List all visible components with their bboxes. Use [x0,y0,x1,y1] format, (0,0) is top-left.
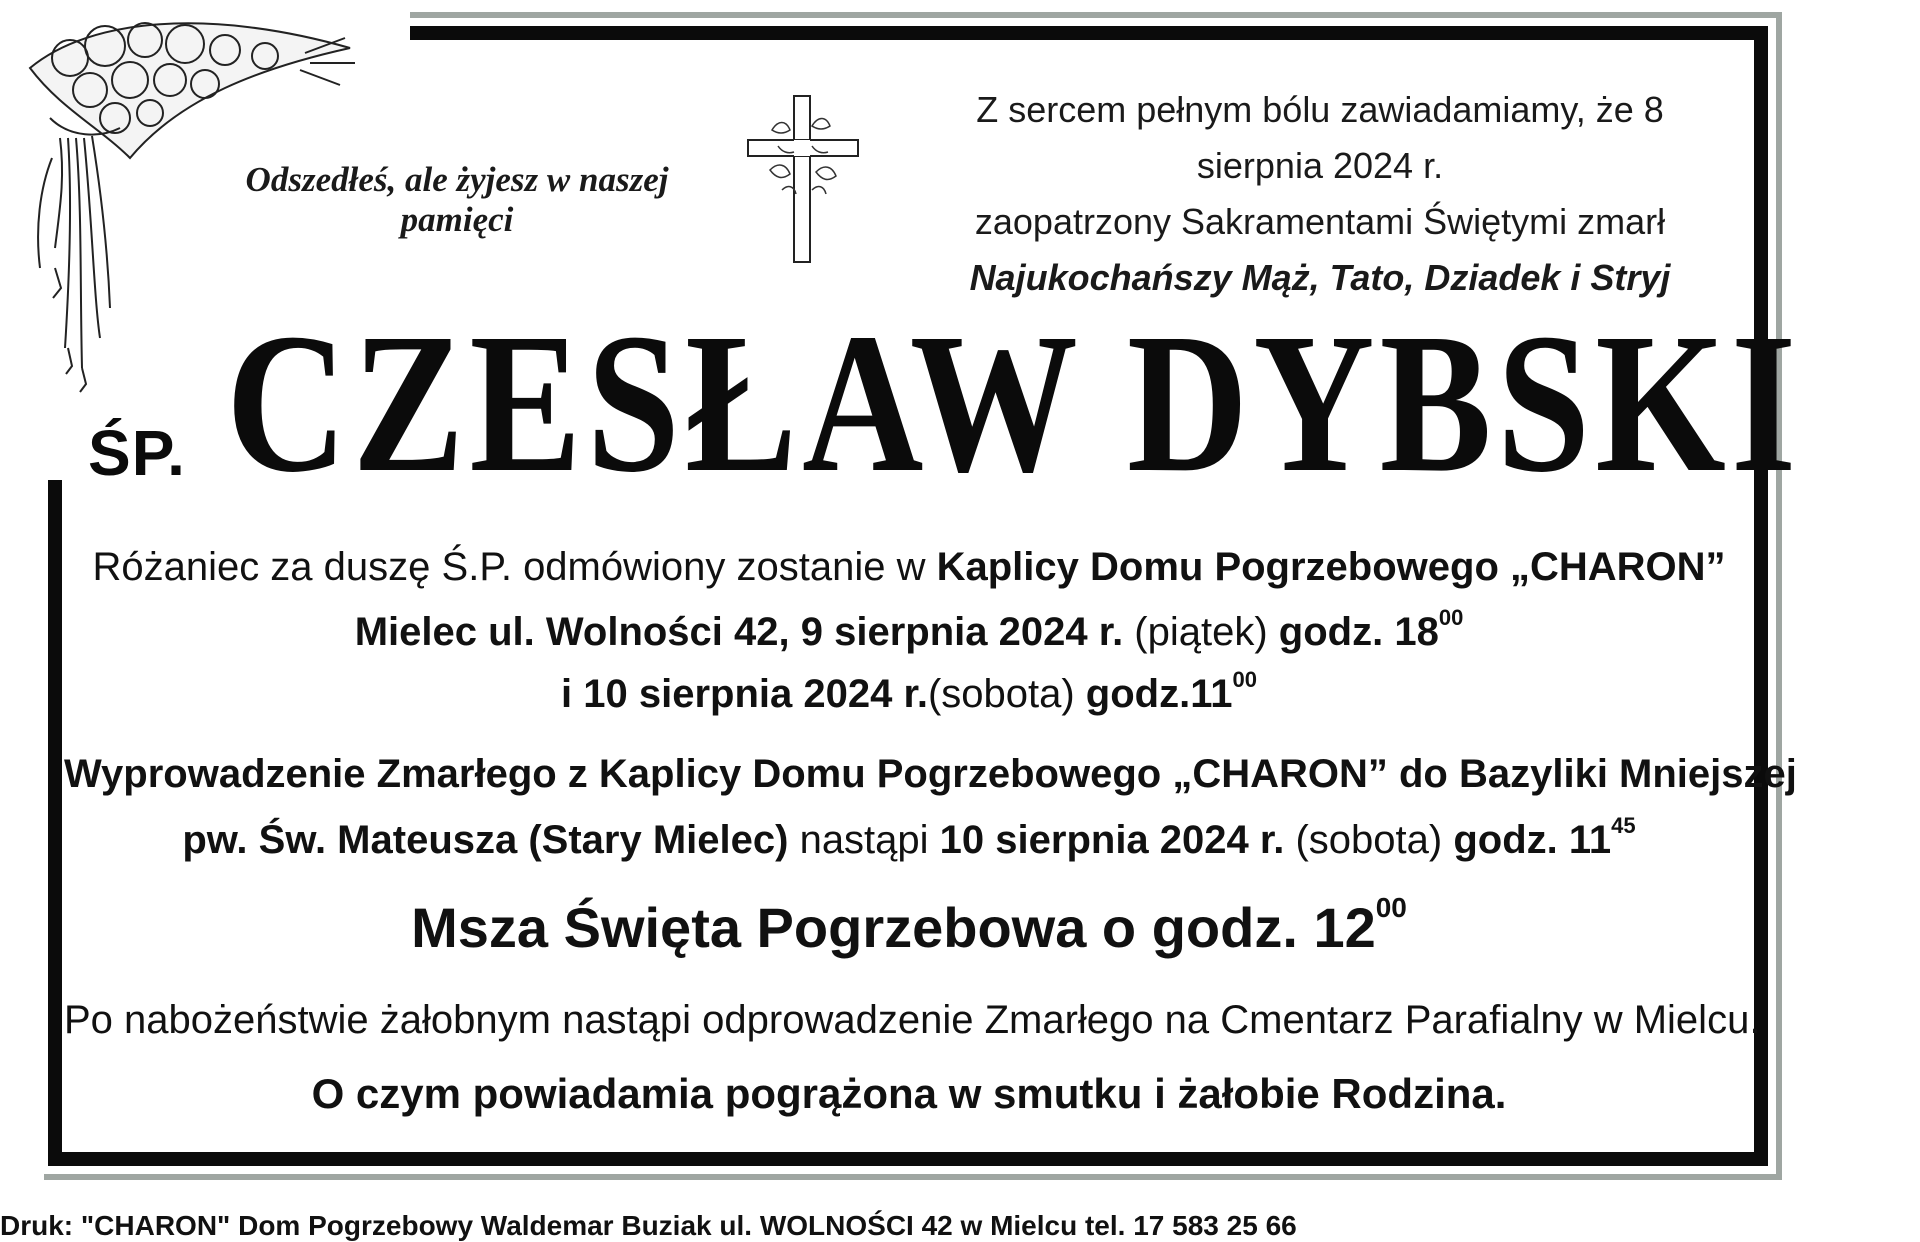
procession-time-minutes: 45 [1611,813,1636,838]
rosary-time-2: godz.11 [1085,672,1233,716]
procession-weekday: (sobota) [1284,818,1454,862]
rosary-time-minutes: 00 [1438,605,1464,630]
announcement-relations: Najukochańszy Mąż, Tato, Dziadek i Stryj [969,257,1671,298]
sp-prefix: ŚP. [88,417,186,489]
procession-church: pw. Św. Mateusza (Stary Mielec) [182,818,789,862]
cross-with-lilies-icon [742,90,864,265]
family-signature: O czym powiadamia pogrążona w smutku i żałobie Rodzina. [311,1070,1507,1117]
rosary-line-2 [64,605,1754,655]
deceased-name-row [88,293,1802,514]
mass-text: Msza Święta Pogrzebowa o godz. 12 [411,896,1376,959]
procession-text: Wyprowadzenie Zmarłego z Kaplicy Domu Pogrzebowego „CHARON” do Bazyliki Mniejszej [64,752,1797,796]
announcement-line-1: Z sercem pełnym bólu zawiadamiamy, że 8 sierpnia 2024 r. [976,89,1664,186]
deceased-name: CZESŁAW DYBSKI [226,293,1802,514]
procession-line-2 [64,813,1754,863]
rosary-intro: Różaniec za duszę Ś.P. odmówiony zostanie w [92,545,937,589]
procession-time: godz. 11 [1453,818,1612,862]
procession-verb: nastąpi [788,818,940,862]
rosary-chapel: Kaplicy Domu Pogrzebowego „CHARON” [936,545,1726,589]
rosary-weekday: (piątek) [1123,610,1279,654]
rosary-weekday-2: (sobota) [927,672,1086,716]
funeral-mass [64,892,1754,960]
mass-time-minutes: 00 [1375,892,1407,923]
procession-line-1 [64,752,1797,797]
motto-text: Odszedłeś, ale żyjesz w naszej pamięci [245,160,669,239]
rosary-address-date: Mielec ul. Wolności 42, 9 sierpnia 2024 r. [354,610,1124,654]
rosary-line-3 [64,667,1754,717]
rosary-time: godz. 18 [1278,610,1439,654]
rosary-date-2: i 10 sierpnia 2024 r. [561,672,928,716]
rosary-line-1 [64,545,1754,590]
after-service-text: Po nabożeństwie żałobnym nastąpi odprowadzenie Zmarłego na Cmentarz Parafialny w Mielcu. [64,998,1761,1042]
announcement-line-2: zaopatrzony Sakramentami Świętymi zmarł [974,201,1666,242]
procession-date: 10 sierpnia 2024 r. [939,818,1285,862]
printer-footer: Druk: "CHARON" Dom Pogrzebowy Waldemar Buziak ul. WOLNOŚCI 42 w Mielcu tel. 17 583 25 66 [0,1210,1297,1241]
announcement [940,82,1700,306]
rosary-time-2-minutes: 00 [1232,667,1257,692]
